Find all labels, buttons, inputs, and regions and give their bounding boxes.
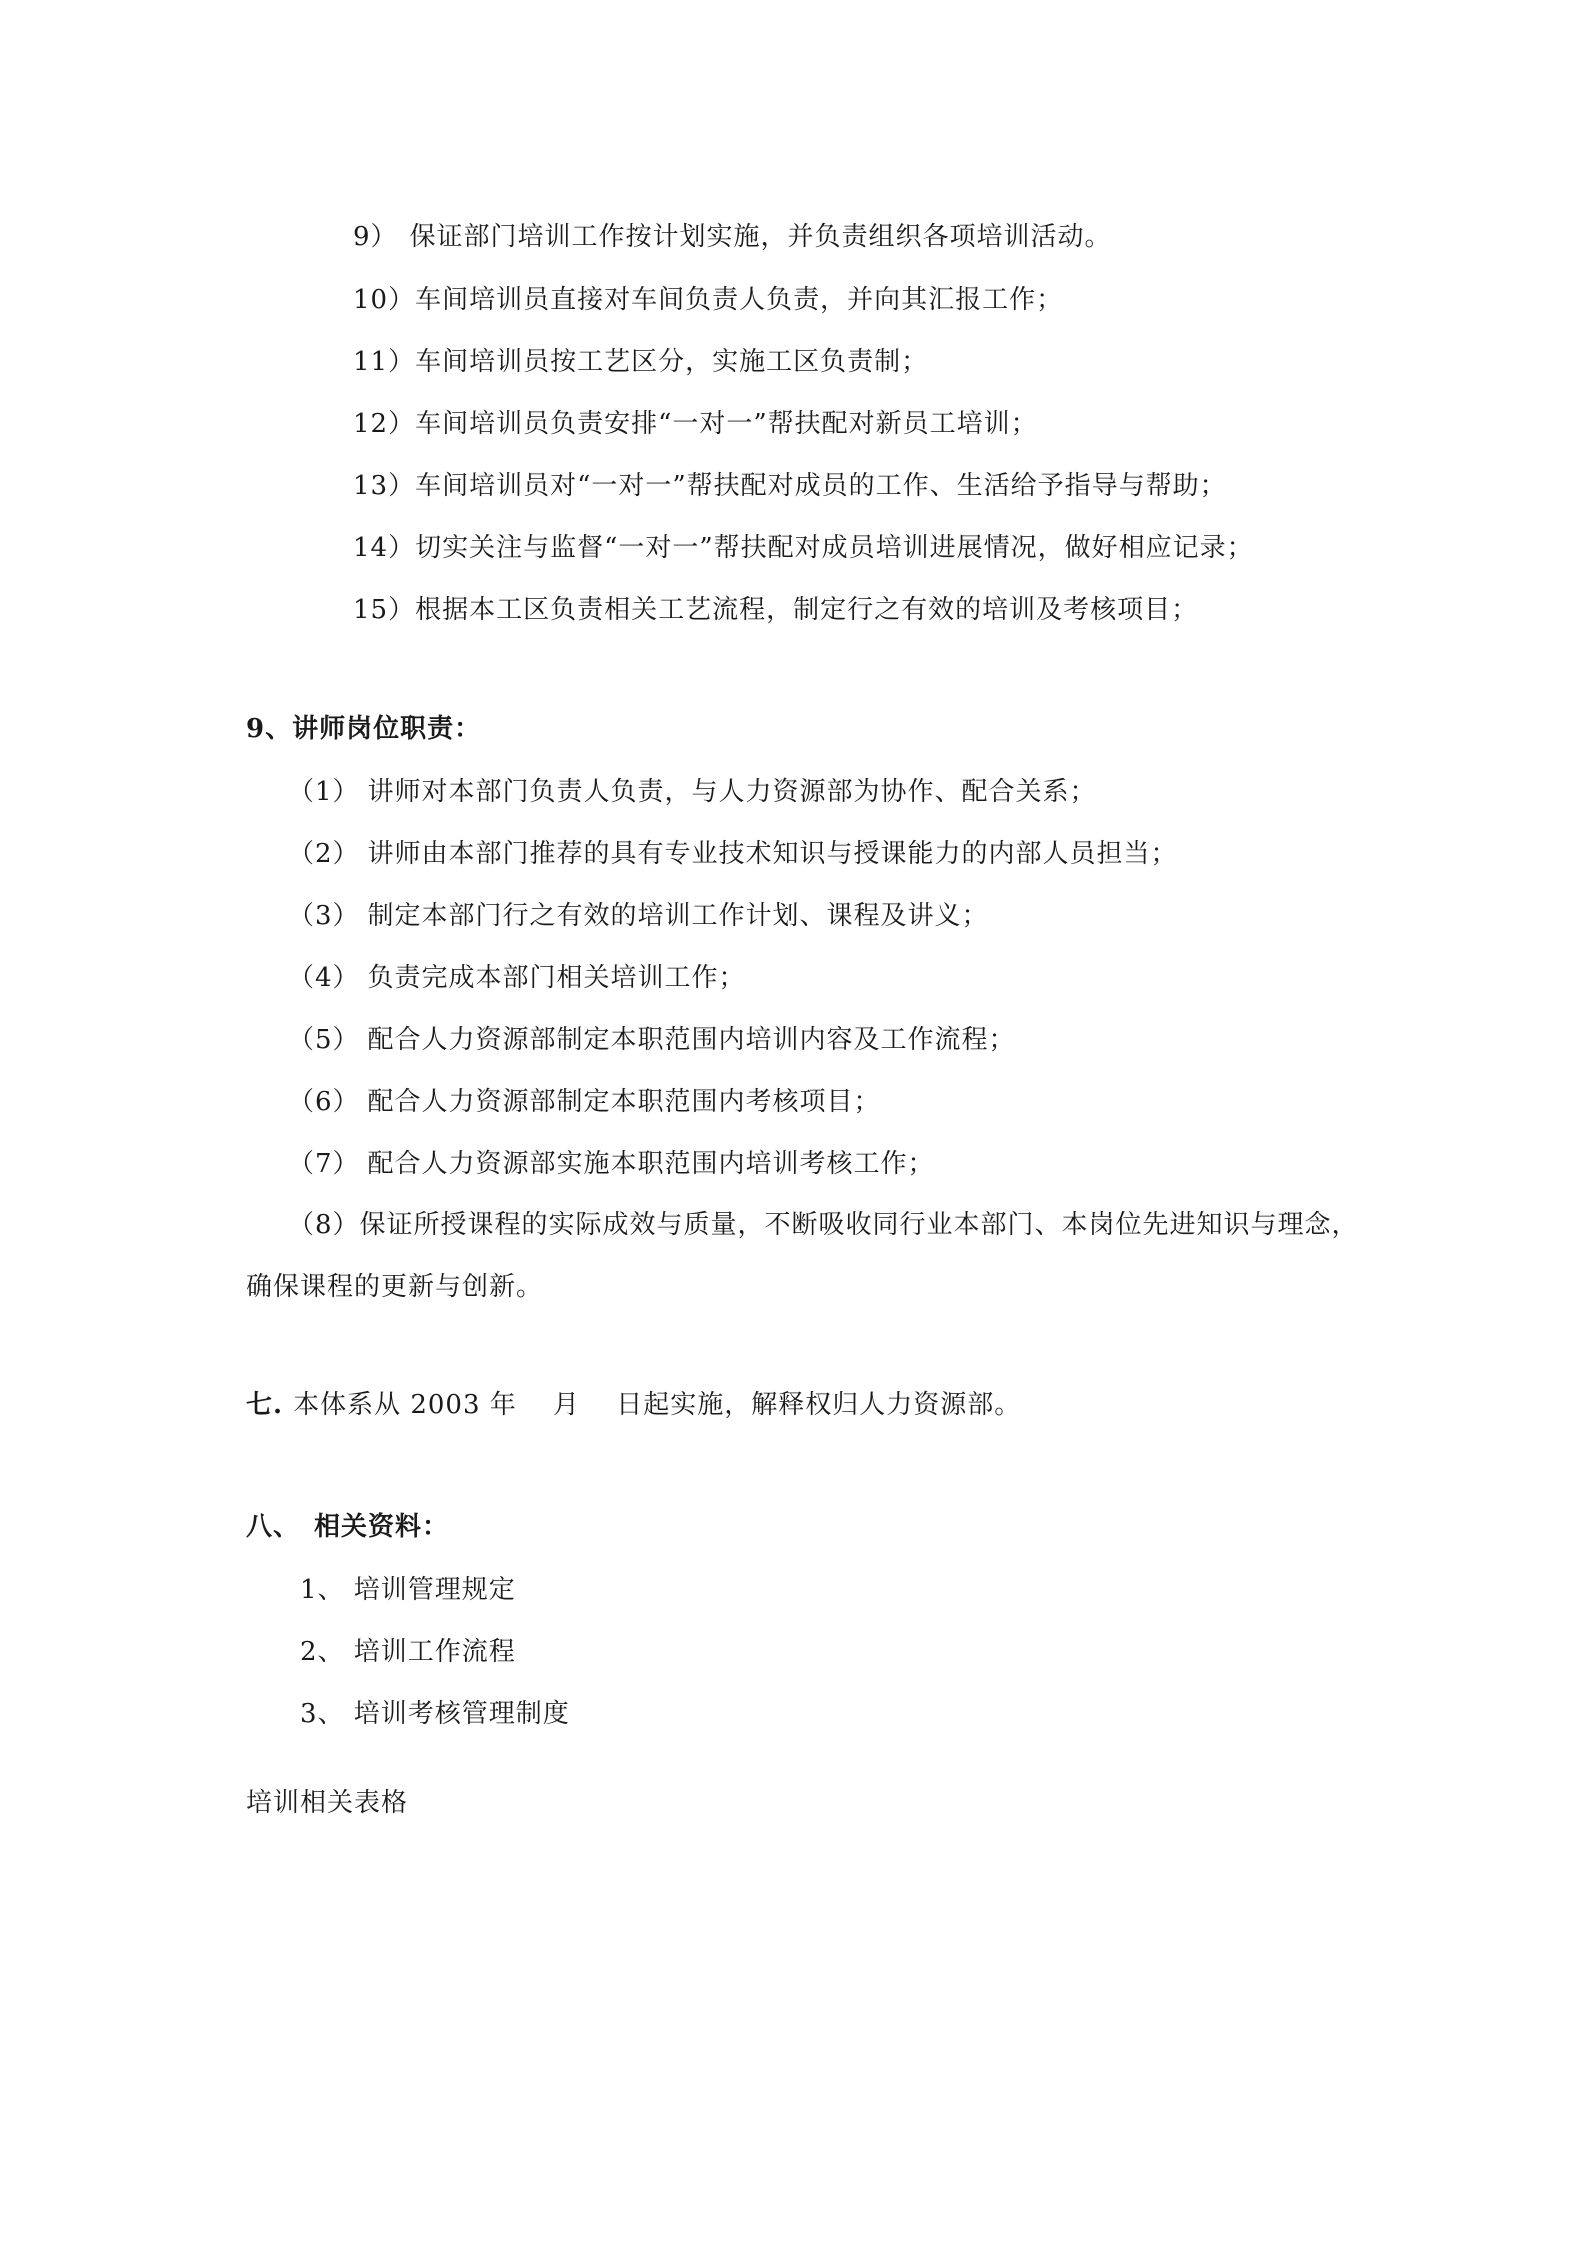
list-item — [353, 593, 1198, 627]
list-item — [353, 220, 1112, 254]
item-text: 配合人力资源部实施本职范围内培训考核工作； — [367, 1149, 935, 1179]
list-item — [353, 469, 1227, 503]
list-item: （8）保证所授课程的实际成效与质量，不断吸收同行业本部门、本岗位先进知识与理念， — [288, 1210, 1359, 1240]
section-heading: 八、 相关资料： — [246, 1512, 450, 1542]
item-text: 车间培训员对“一对一”帮扶配对成员的工作、生活给予指导与帮助； — [415, 471, 1227, 501]
list-item — [353, 345, 928, 379]
item-text: 车间培训员负责安排“一对一”帮扶配对新员工培训； — [415, 409, 1038, 439]
section-text: 本体系从 2003 年 月 日起实施，解释权归人力资源部。 — [293, 1390, 1022, 1420]
item-text: 切实关注与监督“一对一”帮扶配对成员培训进展情况，做好相应记录； — [415, 533, 1254, 563]
list-item: 3、 培训考核管理制度 — [300, 1699, 570, 1729]
item-text: 配合人力资源部制定本职范围内培训内容及工作流程； — [367, 1025, 1016, 1055]
item-text: 根据本工区负责相关工艺流程，制定行之有效的培训及考核项目； — [415, 595, 1199, 625]
list-item — [353, 283, 1063, 317]
item-number: （1） — [288, 777, 360, 807]
item-text: 讲师对本部门负责人负责，与人力资源部为协作、配合关系； — [367, 777, 1097, 807]
footer-text: 培训相关表格 — [246, 1788, 409, 1818]
item-number: 14） — [353, 533, 416, 563]
list-item — [288, 1147, 935, 1181]
item-text: 车间培训员按工艺区分，实施工区负责制； — [415, 347, 929, 377]
item-text: 讲师由本部门推荐的具有专业技术知识与授课能力的内部人员担当； — [367, 839, 1178, 869]
list-item — [288, 837, 1178, 871]
section-label: 七. — [246, 1390, 284, 1420]
item-number: 12） — [353, 409, 416, 439]
list-item: 1、 培训管理规定 — [300, 1575, 516, 1605]
item-number: （6） — [288, 1087, 360, 1117]
section-seven — [246, 1388, 1021, 1422]
item-number: （7） — [288, 1149, 360, 1179]
list-item — [353, 407, 1038, 441]
item-text: 制定本部门行之有效的培训工作计划、课程及讲义； — [367, 901, 989, 931]
item-number: 9） — [353, 222, 398, 252]
list-item: 2、 培训工作流程 — [300, 1637, 516, 1667]
item-text: 配合人力资源部制定本职范围内考核项目； — [367, 1087, 881, 1117]
list-item — [353, 531, 1254, 565]
item-text: 负责完成本部门相关培训工作； — [367, 963, 746, 993]
list-item — [288, 1023, 1016, 1057]
list-item-continuation: 确保课程的更新与创新。 — [246, 1272, 544, 1302]
list-item — [288, 961, 746, 995]
item-number: （3） — [288, 901, 360, 931]
item-number: 10） — [353, 285, 416, 315]
item-number: （2） — [288, 839, 360, 869]
list-item — [288, 899, 989, 933]
item-number: 11） — [353, 347, 416, 377]
item-number: 15） — [353, 595, 416, 625]
list-item — [288, 775, 1097, 809]
item-text: 车间培训员直接对车间负责人负责，并向其汇报工作； — [415, 285, 1064, 315]
list-item — [288, 1085, 881, 1119]
item-text: 保证部门培训工作按计划实施，并负责组织各项培训活动。 — [409, 222, 1112, 252]
section-heading: 9、讲师岗位职责： — [246, 714, 482, 744]
item-number: （4） — [288, 963, 360, 993]
item-number: 13） — [353, 471, 416, 501]
item-number: （5） — [288, 1025, 360, 1055]
